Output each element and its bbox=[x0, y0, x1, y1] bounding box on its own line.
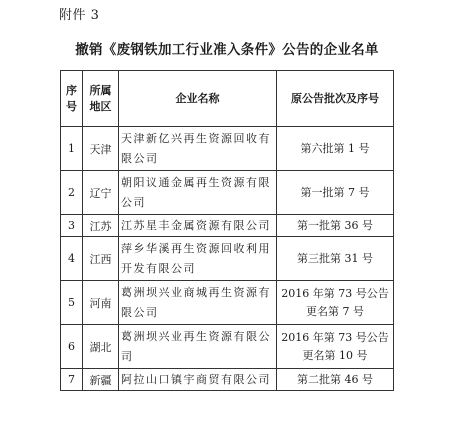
cell-batch: 第一批第 7 号 bbox=[277, 171, 394, 215]
cell-no: 7 bbox=[61, 369, 83, 391]
cell-batch: 2016 年第 73 号公告更名第 10 号 bbox=[277, 325, 394, 369]
header-name: 企业名称 bbox=[119, 71, 277, 127]
table-header-row bbox=[61, 71, 394, 127]
cell-name: 葛洲坝兴业再生资源有限公司 bbox=[119, 325, 277, 369]
table-row bbox=[61, 171, 394, 215]
cell-region: 河南 bbox=[83, 281, 119, 325]
cell-region: 新疆 bbox=[83, 369, 119, 391]
cell-batch: 第六批第 1 号 bbox=[277, 127, 394, 171]
cell-region: 江苏 bbox=[83, 215, 119, 237]
cell-name: 江苏星丰金属资源有限公司 bbox=[119, 215, 277, 237]
table-row bbox=[61, 281, 394, 325]
cell-name: 葛洲坝兴业商城再生资源有限公司 bbox=[119, 281, 277, 325]
cell-batch: 2016 年第 73 号公告更名第 7 号 bbox=[277, 281, 394, 325]
cell-no: 2 bbox=[61, 171, 83, 215]
header-no: 序号 bbox=[61, 71, 83, 127]
cell-region: 辽宁 bbox=[83, 171, 119, 215]
cell-name: 萍乡华溪再生资源回收利用开发有限公司 bbox=[119, 237, 277, 281]
cell-no: 5 bbox=[61, 281, 83, 325]
cell-no: 3 bbox=[61, 215, 83, 237]
table-row bbox=[61, 127, 394, 171]
header-batch: 原公告批次及序号 bbox=[277, 71, 394, 127]
cell-region: 湖北 bbox=[83, 325, 119, 369]
document-title: 撤销《废钢铁加工行业准入条件》公告的企业名单 bbox=[75, 42, 379, 58]
cell-batch: 第三批第 31 号 bbox=[277, 237, 394, 281]
cell-name: 天津新亿兴再生资源回收有限公司 bbox=[119, 127, 277, 171]
cell-name: 朝阳议通金属再生资源有限公司 bbox=[119, 171, 277, 215]
attachment-label: 附件 3 bbox=[59, 8, 100, 23]
table-row bbox=[61, 237, 394, 281]
cell-no: 4 bbox=[61, 237, 83, 281]
table-row bbox=[61, 325, 394, 369]
cell-region: 江西 bbox=[83, 237, 119, 281]
header-region: 所属地区 bbox=[83, 71, 119, 127]
cell-batch: 第二批第 46 号 bbox=[277, 369, 394, 391]
cell-name: 阿拉山口镇宇商贸有限公司 bbox=[119, 369, 277, 391]
cell-no: 6 bbox=[61, 325, 83, 369]
table-row bbox=[61, 369, 394, 391]
company-list-table bbox=[60, 70, 394, 391]
cell-no: 1 bbox=[61, 127, 83, 171]
table-row bbox=[61, 215, 394, 237]
cell-region: 天津 bbox=[83, 127, 119, 171]
cell-batch: 第一批第 36 号 bbox=[277, 215, 394, 237]
